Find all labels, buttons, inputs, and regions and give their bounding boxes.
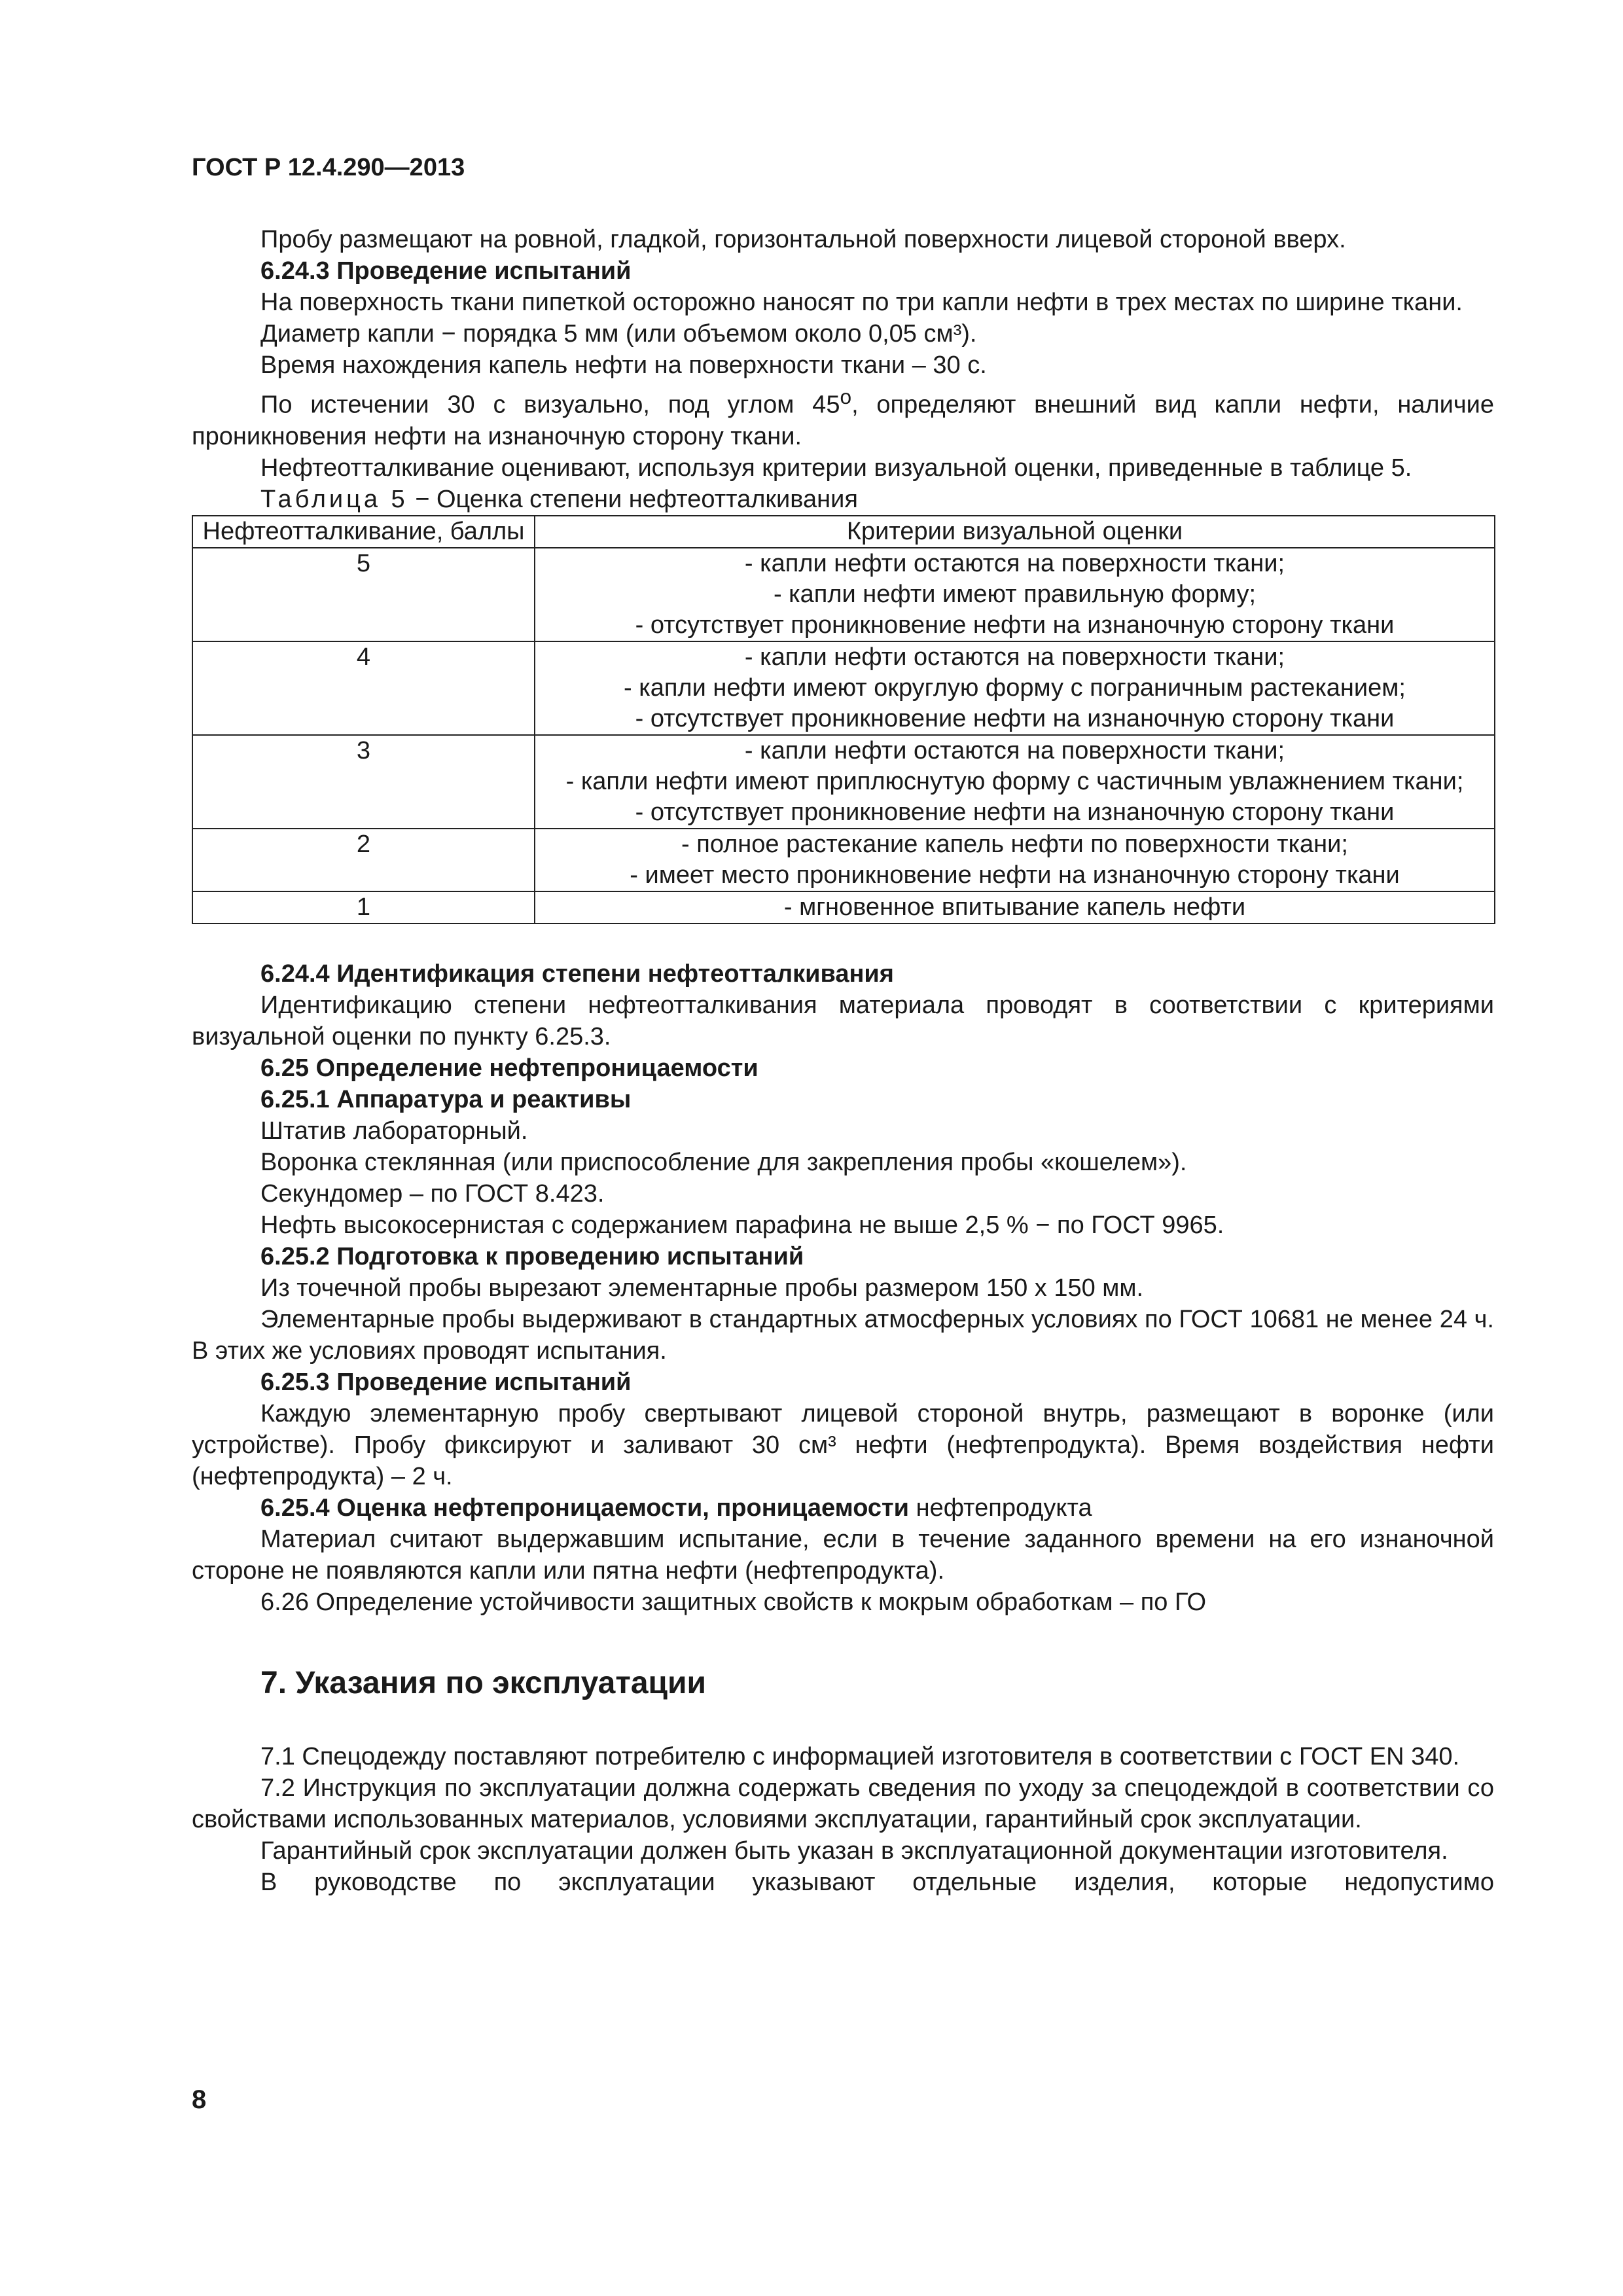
score-cell: 3 [192, 735, 535, 829]
column-header-criteria: Критерии визуальной оценки [535, 516, 1495, 548]
criteria-line: - капли нефти остаются на поверхности ткани; [744, 643, 1285, 671]
section-heading-6-25: 6.25 Определение нефтепроницаемости [260, 1054, 758, 1082]
paragraph: Из точечной пробы вырезают элементарные пробы размером 150 х 150 мм. [260, 1274, 1144, 1302]
list-item: Воронка стеклянная (или приспособление для закрепления пробы «кошелем»). [260, 1148, 1187, 1176]
criteria-line: - капли нефти остаются на поверхности ткани; [744, 736, 1285, 764]
paragraph: Время нахождения капель нефти на поверхности ткани – 30 с. [260, 351, 987, 379]
column-header-score: Нефтеотталкивание, баллы [192, 516, 535, 548]
criteria-line: - капли нефти имеют округлую форму с пограничным растеканием; [624, 673, 1406, 702]
paragraph: Материал считают выдержавшим испытание, если в течение заданного времени на его изнаночной стороне не появляются капли или пятна нефти (нефтепродукта). [192, 1525, 1494, 1585]
table-row [192, 891, 1495, 924]
criteria-cell [535, 891, 1495, 924]
paragraph: 6.26 Определение устойчивости защитных свойств к мокрым обработкам – по ГО [260, 1588, 1207, 1616]
score-cell: 5 [192, 548, 535, 641]
heading-text: 6.25.4 Оценка нефтепроницаемости, проницаемости [260, 1494, 910, 1522]
criteria-cell [535, 548, 1495, 641]
table-title: − Оценка степени нефтеотталкивания [408, 485, 858, 513]
criteria-line: - имеет место проникновение нефти на изнаночную сторону ткани [630, 861, 1400, 889]
paragraph: Идентификацию степени нефтеотталкивания материала проводят в соответствии с критериями визуальной оценки по пункту 6.25.3. [192, 991, 1494, 1050]
paragraph: На поверхность ткани пипеткой осторожно наносят по три капли нефти в трех местах по ширине ткани. [260, 289, 1463, 316]
section-heading-6-24-4: 6.24.4 Идентификация степени нефтеотталкивания [260, 960, 894, 988]
criteria-line: - капли нефти имеют приплюснутую форму с частичным увлажнением ткани; [565, 767, 1464, 795]
text: По истечении 30 с визуально, под углом 45 [260, 391, 840, 419]
section-heading-7: 7. Указания по эксплуатации [260, 1665, 707, 1700]
list-item: Нефть высокосернистая с содержанием парафина не выше 2,5 % − по ГОСТ 9965. [260, 1211, 1224, 1239]
score-cell: 2 [192, 829, 535, 891]
document-header: ГОСТ Р 12.4.290—2013 [192, 154, 465, 181]
table-row [192, 641, 1495, 735]
section-6-24-4 [192, 958, 1494, 1052]
paragraph: 7.2 Инструкция по эксплуатации должна содержать сведения по уходу за спецодеждой в соответствии со свойствами использованных материалов, условиями эксплуатации, гарантийный срок эксплуатации. [192, 1774, 1494, 1833]
section-heading-6-25-2: 6.25.2 Подготовка к проведению испытаний [260, 1242, 804, 1270]
criteria-line: - полное растекание капель нефти по поверхности ткани; [681, 830, 1348, 858]
page-number: 8 [192, 2085, 207, 2114]
paragraph: Нефтеотталкивание оценивают, используя критерии визуальной оценки, приведенные в таблице 5. [260, 454, 1412, 482]
section-heading-6-25-3: 6.25.3 Проведение испытаний [260, 1368, 632, 1396]
criteria-cell [535, 829, 1495, 891]
criteria-line: - отсутствует проникновение нефти на изнаночную сторону ткани [635, 611, 1395, 639]
criteria-line: - мгновенное впитывание капель нефти [783, 893, 1246, 921]
criteria-cell [535, 735, 1495, 829]
table-caption [192, 484, 1494, 515]
paragraph: Элементарные пробы выдерживают в стандартных атмосферных условиях по ГОСТ 10681 не менее 24 ч. В этих же условиях проводят испытания. [192, 1305, 1494, 1365]
paragraph: В руководстве по эксплуатации указывают отдельные изделия, которые недопустимо [260, 1868, 1494, 1896]
criteria-line: - капли нефти остаются на поверхности ткани; [744, 549, 1285, 577]
score-cell: 1 [192, 891, 535, 924]
paragraph-angle [192, 381, 1494, 452]
criteria-line: - капли нефти имеют правильную форму; [773, 580, 1257, 608]
table-row [192, 735, 1495, 829]
section-heading-6-24-3: 6.24.3 Проведение испытаний [260, 257, 632, 285]
paragraph: 7.1 Спецодежду поставляют потребителю с информацией изготовителя в соответствии с ГОСТ EN 340. [260, 1742, 1460, 1770]
score-cell: 4 [192, 641, 535, 735]
paragraph: Пробу размещают на ровной, гладкой, горизонтальной поверхности лицевой стороной вверх. [260, 226, 1346, 253]
list-item: Секундомер – по ГОСТ 8.423. [260, 1179, 605, 1208]
criteria-line: - отсутствует проникновение нефти на изнаночную сторону ткани [635, 704, 1395, 732]
paragraph: Диаметр капли − порядка 5 мм (или объемом около 0,05 см³). [260, 320, 977, 348]
table-5 [192, 515, 1495, 924]
criteria-cell [535, 641, 1495, 735]
page-content [192, 152, 1494, 1898]
table-row [192, 829, 1495, 891]
section-heading-6-25-1: 6.25.1 Аппаратура и реактивы [260, 1085, 632, 1113]
degree-mark: о [840, 385, 852, 408]
list-item: Штатив лабораторный. [260, 1117, 528, 1145]
text: , определяют внешний вид капли нефти, наличие проникновения нефти на изнаночную сторону ткани. [192, 391, 1494, 450]
section-heading-6-25-4 [192, 1492, 1494, 1524]
heading-tail: нефтепродукта [909, 1494, 1092, 1522]
paragraph: Гарантийный срок эксплуатации должен быть указан в эксплуатационной документации изготовителя. [260, 1837, 1448, 1865]
table-row [192, 548, 1495, 641]
table-body [192, 548, 1495, 924]
table-label: Таблица 5 [260, 485, 408, 513]
table-header-row [192, 516, 1495, 548]
paragraph: Каждую элементарную пробу свертывают лицевой стороной внутрь, размещают в воронке (или устройстве). Пробу фиксируют и заливают 30 см³ нефти (нефтепродукта). Время воздействия нефти (нефтепродукта) – 2 ч. [192, 1399, 1494, 1490]
criteria-line: - отсутствует проникновение нефти на изнаночную сторону ткани [635, 798, 1395, 826]
